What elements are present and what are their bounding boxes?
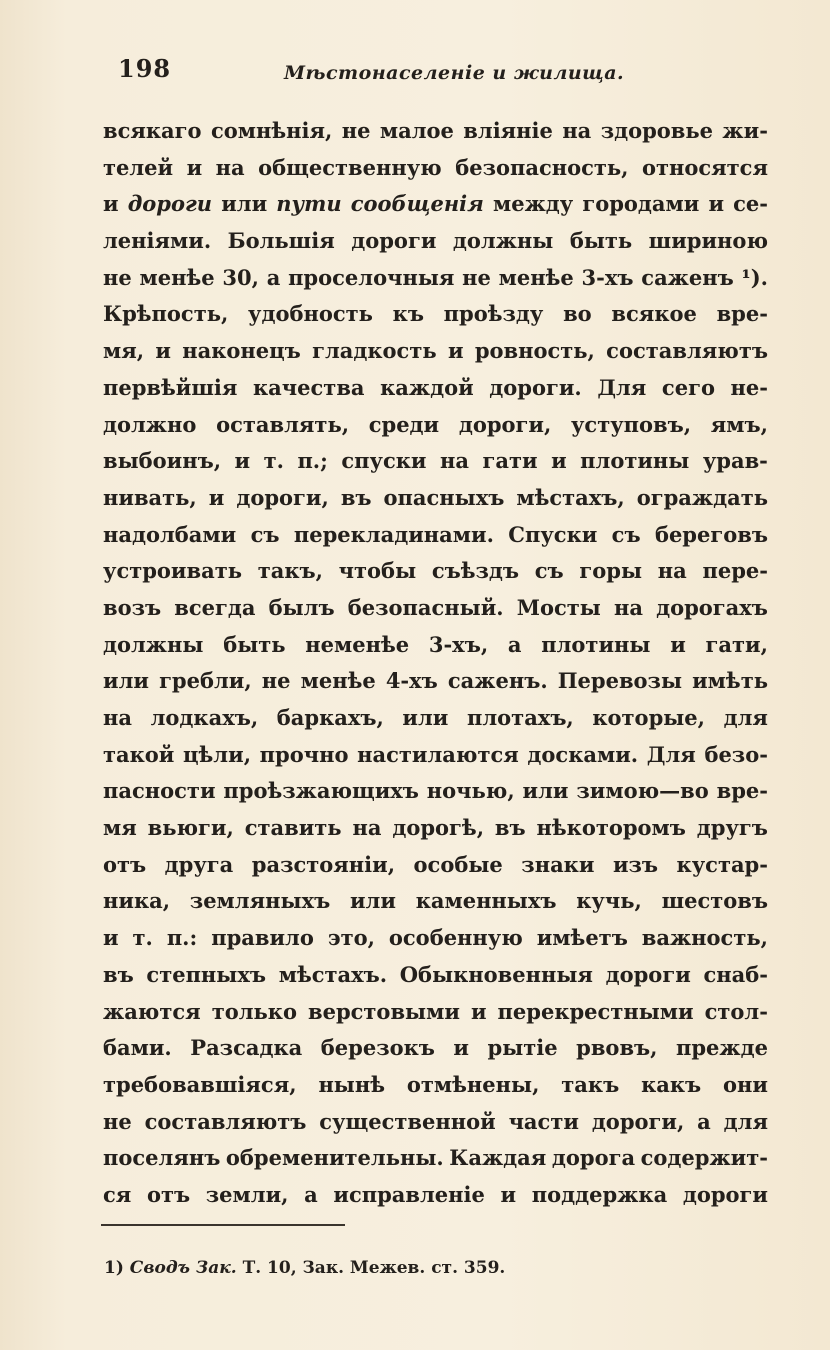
word: ночью, xyxy=(426,778,515,804)
word: плотины xyxy=(580,448,690,474)
text-line xyxy=(103,773,768,810)
word: съ xyxy=(250,521,280,547)
word: должны xyxy=(452,228,554,254)
word: опасныхъ xyxy=(383,484,505,510)
word: быть xyxy=(569,228,633,254)
word: урав- xyxy=(702,448,768,474)
word: саженъ. xyxy=(447,668,548,694)
word: мя, xyxy=(103,338,145,364)
word: а xyxy=(697,1108,711,1134)
word: не xyxy=(341,118,371,143)
word: ямъ, xyxy=(710,411,768,437)
word: качества xyxy=(253,374,365,400)
word: 3-хъ, xyxy=(428,631,489,657)
word: имѣетъ xyxy=(536,925,628,951)
text-line xyxy=(103,590,768,627)
word: дорогѣ, xyxy=(392,815,484,841)
word: сего xyxy=(661,374,715,400)
word: а xyxy=(304,1181,318,1207)
word: дорога xyxy=(551,1145,636,1171)
word: и xyxy=(708,191,725,217)
text-line xyxy=(103,663,768,700)
word: и xyxy=(500,1181,517,1207)
word: дороги, xyxy=(236,484,329,510)
word: досками. xyxy=(527,741,639,767)
text-line xyxy=(103,1140,768,1177)
word: кустар- xyxy=(676,851,768,877)
word: безо- xyxy=(704,741,768,767)
word: здоровье xyxy=(600,118,714,143)
footnote-marker: 1) xyxy=(104,1258,124,1278)
word: зимою—во xyxy=(576,778,709,804)
page-header xyxy=(118,50,768,90)
word: ограждать xyxy=(636,484,768,510)
word: мя xyxy=(103,815,137,841)
word: дороги, xyxy=(458,411,552,437)
text-line xyxy=(103,737,768,774)
word: исправленіе xyxy=(333,1181,485,1207)
text-line xyxy=(103,1177,768,1214)
text-line xyxy=(103,443,768,480)
word: городами xyxy=(582,191,700,217)
word: гати, xyxy=(705,631,768,657)
word: проселочныя xyxy=(288,264,455,290)
word: на xyxy=(352,815,382,841)
page-number: 198 xyxy=(118,54,172,83)
word: должны xyxy=(103,631,204,657)
word: ставить xyxy=(244,815,342,841)
word: Каждая xyxy=(449,1145,547,1171)
word: безопасный. xyxy=(347,594,504,620)
text-line xyxy=(103,370,768,407)
word: правило xyxy=(211,925,314,951)
footnote-divider xyxy=(101,1224,345,1226)
word: пере- xyxy=(702,558,768,584)
word: сомнѣнія, xyxy=(210,118,333,143)
word: отъ xyxy=(103,851,147,877)
word: а xyxy=(507,631,522,657)
text-line xyxy=(103,407,768,444)
word: дорогахъ xyxy=(656,594,768,620)
word: особые xyxy=(413,851,503,877)
main-text-block xyxy=(103,113,768,1214)
word: настилаются xyxy=(357,741,519,767)
text-line xyxy=(103,994,768,1031)
word: для xyxy=(723,705,768,730)
word: леніями. xyxy=(103,228,212,254)
word: и xyxy=(208,484,225,510)
word: только xyxy=(211,998,297,1024)
word: такъ, xyxy=(257,558,323,584)
word: сообщенія xyxy=(350,191,484,217)
word: ся xyxy=(103,1181,132,1207)
word: се- xyxy=(733,191,768,217)
word: дороги. xyxy=(489,374,582,400)
word: пути xyxy=(276,191,342,217)
word: съѣздъ xyxy=(431,558,520,584)
word: горы xyxy=(579,558,643,584)
word: не xyxy=(261,668,291,694)
word: устроивать xyxy=(103,558,242,584)
word: дороги, xyxy=(591,1108,685,1134)
word: мѣстахъ. xyxy=(278,961,388,987)
word: нѣкоторомъ xyxy=(536,815,686,841)
text-line xyxy=(103,333,768,370)
word: поселянъ xyxy=(103,1145,221,1171)
word: чтобы xyxy=(338,558,417,584)
word: гребли, xyxy=(159,668,252,694)
word: былъ xyxy=(268,594,335,620)
word: Большія xyxy=(227,228,335,254)
word: п.; xyxy=(297,448,328,474)
word: Для xyxy=(646,741,696,767)
word: и xyxy=(670,631,686,657)
word: вре- xyxy=(716,778,768,804)
word: Крѣпость, xyxy=(103,301,229,327)
word: наконецъ xyxy=(182,338,301,364)
word: вре- xyxy=(716,301,768,327)
word: неменѣе xyxy=(305,631,410,657)
word: дороги xyxy=(682,1181,768,1207)
word: среди xyxy=(368,411,440,437)
word: составляютъ xyxy=(606,338,768,364)
word: это, xyxy=(327,925,375,951)
word: безопасность, xyxy=(455,154,629,180)
word: 3-хъ xyxy=(581,264,634,290)
text-line xyxy=(103,150,768,187)
word: рытіе xyxy=(487,1035,558,1061)
word: не xyxy=(103,1108,132,1134)
word: дороги xyxy=(351,228,437,254)
word: Для xyxy=(597,374,647,400)
word: и xyxy=(453,1035,469,1061)
footnote-source: Сводъ Зак. xyxy=(129,1258,237,1278)
word: на xyxy=(613,594,643,620)
word: менѣе xyxy=(300,668,376,694)
word: быть xyxy=(223,631,286,657)
footnote-reference: Т. 10, Зак. Межев. ст. 359. xyxy=(242,1258,506,1278)
word: 30, xyxy=(222,264,259,290)
word: и xyxy=(470,998,487,1024)
word: дороги xyxy=(127,191,213,217)
text-line xyxy=(103,260,768,297)
word: не xyxy=(462,264,491,290)
word: для xyxy=(723,1108,768,1134)
word: стол- xyxy=(704,998,768,1024)
word: на xyxy=(440,448,469,474)
word: прочно xyxy=(259,741,349,767)
word: оставлять, xyxy=(216,411,350,437)
word: Перевозы xyxy=(557,668,683,694)
word: или xyxy=(402,705,449,730)
word: и xyxy=(103,925,119,951)
text-line xyxy=(103,810,768,847)
word: ¹). xyxy=(741,264,768,290)
word: которые, xyxy=(592,705,705,730)
text-line xyxy=(103,296,768,333)
word: должно xyxy=(103,411,197,437)
text-line xyxy=(103,700,768,737)
word: нынѣ xyxy=(318,1071,385,1097)
word: съ xyxy=(534,558,564,584)
word: вьюги, xyxy=(147,815,234,841)
word: первѣйшія xyxy=(103,374,238,400)
text-line xyxy=(103,113,768,150)
text-line xyxy=(103,957,768,994)
word: на xyxy=(657,558,687,584)
word: отмѣнены, xyxy=(406,1071,540,1097)
word: и xyxy=(447,338,464,364)
word: на xyxy=(562,118,592,143)
word: проѣзжающихъ xyxy=(223,778,419,804)
word: всегда xyxy=(174,594,256,620)
word: между xyxy=(492,191,574,217)
running-head: Мѣстонаселеніе и жилища. xyxy=(284,62,625,84)
word: перекрестными xyxy=(497,998,694,1024)
word: или xyxy=(103,668,149,694)
text-line xyxy=(103,1030,768,1067)
word: малое xyxy=(379,118,454,143)
word: выбоинъ, xyxy=(103,448,222,474)
word: такой xyxy=(103,741,175,767)
text-line xyxy=(103,883,768,920)
word: или xyxy=(221,191,268,217)
word: снаб- xyxy=(703,961,768,987)
word: степныхъ xyxy=(146,961,266,987)
word: саженъ xyxy=(641,264,734,290)
word: существенной xyxy=(319,1108,496,1134)
word: на xyxy=(103,705,132,730)
word: надолбами xyxy=(103,521,237,547)
word: плотахъ, xyxy=(467,705,574,730)
footnote xyxy=(104,1258,505,1278)
text-line xyxy=(103,1104,768,1141)
text-line xyxy=(103,186,768,223)
word: изъ xyxy=(612,851,659,877)
word: плотины xyxy=(541,631,651,657)
word: всякое xyxy=(611,301,697,327)
word: перекладинами. xyxy=(293,521,494,547)
text-line xyxy=(103,847,768,884)
word: кучь, xyxy=(576,888,642,914)
word: знаки xyxy=(521,851,595,877)
word: особенную xyxy=(388,925,523,951)
word: т. xyxy=(132,925,153,951)
word: проѣзду xyxy=(443,301,544,327)
word: обременительны. xyxy=(225,1145,444,1171)
word: баркахъ, xyxy=(276,705,384,730)
word: имѣть xyxy=(692,668,768,694)
word: отъ xyxy=(146,1181,191,1207)
word: не xyxy=(103,264,132,290)
word: или xyxy=(522,778,569,804)
word: ника, xyxy=(103,888,171,914)
word: Спуски xyxy=(508,521,598,547)
word: поддержка xyxy=(531,1181,668,1207)
word: въ xyxy=(494,815,526,841)
word: каменныхъ xyxy=(415,888,557,914)
word: не- xyxy=(730,374,768,400)
word: Мосты xyxy=(516,594,601,620)
word: бами. xyxy=(103,1035,172,1061)
word: къ xyxy=(392,301,424,327)
text-line xyxy=(103,223,768,260)
word: возъ xyxy=(103,594,162,620)
word: они xyxy=(723,1071,768,1097)
word: относятся xyxy=(641,154,768,180)
word: 4-хъ xyxy=(385,668,438,694)
word: содержит- xyxy=(640,1145,768,1171)
word: верстовыми xyxy=(308,998,460,1024)
word: дороги xyxy=(605,961,691,987)
word: или xyxy=(349,888,396,914)
word: ровность, xyxy=(474,338,595,364)
word: вліяніе xyxy=(463,118,553,143)
word: составляютъ xyxy=(144,1108,307,1134)
word: рвовъ, xyxy=(576,1035,658,1061)
word: мѣстахъ, xyxy=(516,484,625,510)
word: разстояніи, xyxy=(251,851,396,877)
word: земляныхъ xyxy=(189,888,331,914)
word: всякаго xyxy=(103,118,202,143)
word: въ xyxy=(340,484,372,510)
word: важность, xyxy=(641,925,768,951)
text-line xyxy=(103,627,768,664)
word: каждой xyxy=(380,374,474,400)
word: требовавшіяся, xyxy=(103,1071,297,1097)
word: Обыкновенныя xyxy=(399,961,593,987)
word: менѣе xyxy=(139,264,215,290)
text-line xyxy=(103,1067,768,1104)
text-line xyxy=(103,480,768,517)
text-line xyxy=(103,517,768,554)
word: а xyxy=(266,264,281,290)
word: удобность xyxy=(248,301,373,327)
word: нивать, xyxy=(103,484,197,510)
word: шестовъ xyxy=(661,888,768,914)
word: менѣе xyxy=(498,264,574,290)
word: и xyxy=(234,448,251,474)
word: такъ xyxy=(561,1071,620,1097)
word: телей xyxy=(103,154,174,180)
word: друга xyxy=(164,851,234,877)
word: и xyxy=(186,154,203,180)
word: уступовъ, xyxy=(570,411,692,437)
word: Разсадка xyxy=(190,1035,303,1061)
word: земли, xyxy=(205,1181,289,1207)
word: во xyxy=(563,301,592,327)
word: въ xyxy=(103,961,134,987)
word: и xyxy=(155,338,171,364)
word: съ xyxy=(611,521,641,547)
text-line xyxy=(103,553,768,590)
word: другъ xyxy=(696,815,768,841)
word: на xyxy=(215,154,245,180)
word: п.: xyxy=(166,925,198,951)
word: березокъ xyxy=(320,1035,435,1061)
word: части xyxy=(508,1108,579,1134)
word: жаются xyxy=(103,998,201,1024)
word: пасности xyxy=(103,778,216,804)
word: лодкахъ, xyxy=(150,705,259,730)
word: жи- xyxy=(722,118,768,143)
word: гати xyxy=(482,448,538,474)
word: спуски xyxy=(341,448,427,474)
word: гладкость xyxy=(312,338,437,364)
word: и xyxy=(103,191,119,217)
word: общественную xyxy=(258,154,442,180)
word: и xyxy=(551,448,567,474)
word: т. xyxy=(263,448,284,474)
word: шириною xyxy=(648,228,768,254)
word: цѣли, xyxy=(183,741,252,767)
word: какъ xyxy=(641,1071,702,1097)
word: береговъ xyxy=(654,521,768,547)
word: прежде xyxy=(675,1035,768,1061)
text-line xyxy=(103,920,768,957)
